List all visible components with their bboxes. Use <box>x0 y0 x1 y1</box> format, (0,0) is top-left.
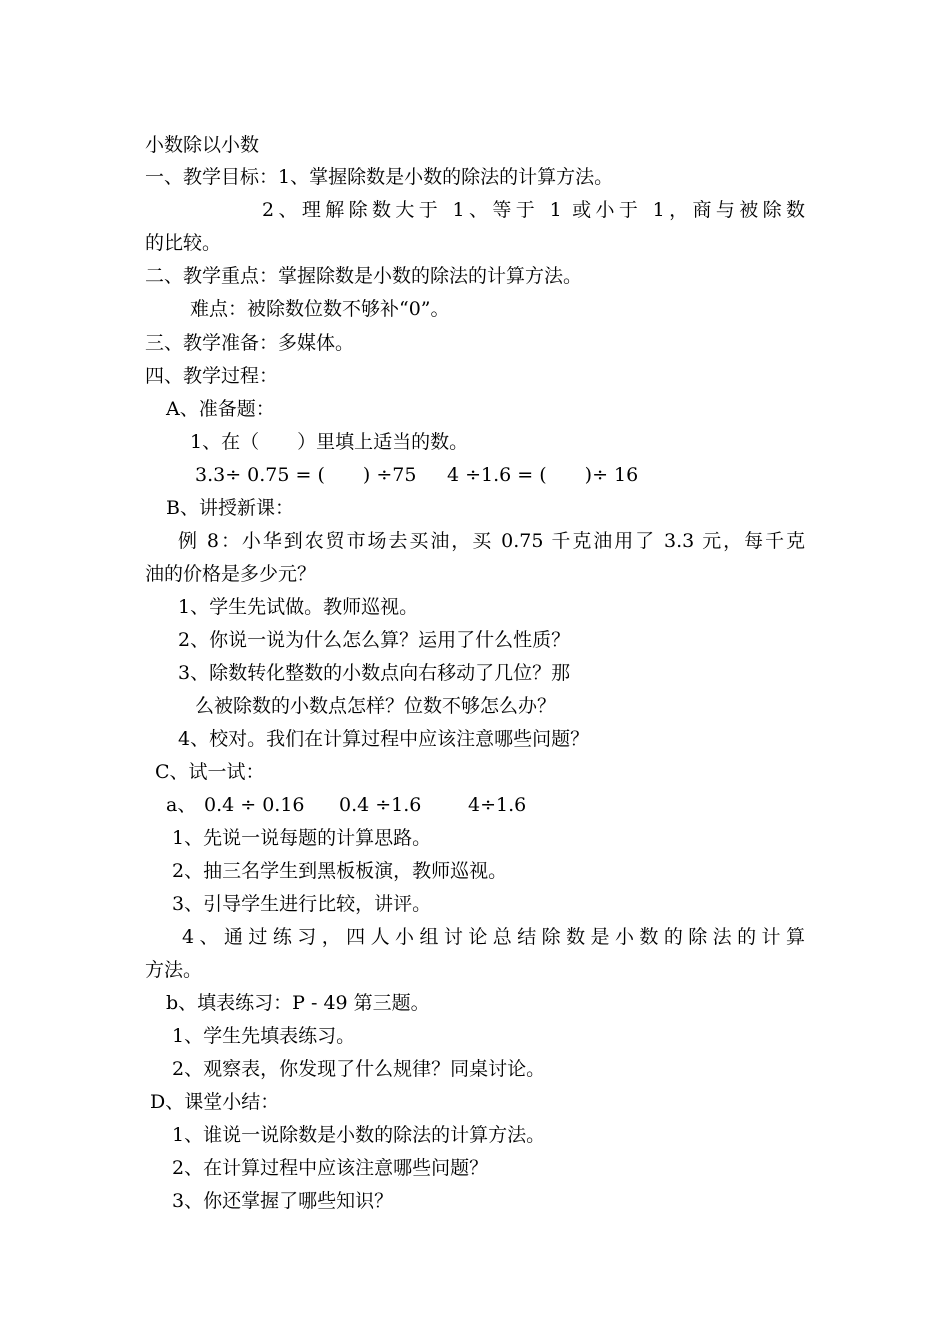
section-b-item-3: 3、除数转化整数的小数点向右移动了几位？那 <box>178 662 571 684</box>
objectives-line-1: 一、教学目标：1、掌握除数是小数的除法的计算方法。 <box>145 166 614 188</box>
document-title: 小数除以小数 <box>145 134 260 156</box>
section-a-equation-2: 4 ÷1.6 = ( )÷ 16 <box>447 464 639 486</box>
section-b-item-1: 1、学生先试做。教师巡视。 <box>178 596 419 618</box>
example-8-line-1: 例 8：小华到农贸市场去买油，买 0.75 千克油用了 3.3 元，每千克 <box>178 530 805 552</box>
section-b-item-3-cont: 么被除数的小数点怎样？位数不够怎么办？ <box>195 695 557 717</box>
section-c-item-4: 4、通过练习，四人小组讨论总结除数是小数的除法的计算 <box>182 926 805 948</box>
section-b-heading: B、讲授新课： <box>166 497 294 519</box>
objectives-line-2-cont: 的比较。 <box>145 232 222 254</box>
teaching-difficulty: 难点：被除数位数不够补“0”。 <box>190 298 450 320</box>
section-c-heading: C、试一试： <box>155 761 265 783</box>
section-d-item-3: 3、你还掌握了哪些知识？ <box>172 1190 394 1212</box>
section-c-a-problem-3: 4÷1.6 <box>468 794 527 816</box>
section-c-item-1: 1、先说一说每题的计算思路。 <box>172 827 432 849</box>
section-c-b-heading: b、填表练习：P - 49 第三题。 <box>166 992 430 1014</box>
teaching-process-heading: 四、教学过程： <box>145 365 279 387</box>
section-a-equation-1: 3.3÷ 0.75 = ( ) ÷75 <box>195 464 417 486</box>
section-c-b-item-1: 1、学生先填表练习。 <box>172 1025 356 1047</box>
teaching-preparation: 三、教学准备：多媒体。 <box>145 332 355 354</box>
section-c-item-2: 2、抽三名学生到黑板板演，教师巡视。 <box>172 860 508 882</box>
objectives-line-2: 2、理解除数大于 1、等于 1 或小于 1，商与被除数 <box>262 199 805 221</box>
section-c-a-label: a、 <box>166 794 197 816</box>
section-b-item-2: 2、你说一说为什么怎么算？运用了什么性质？ <box>178 629 571 651</box>
section-c-a-problem-2: 0.4 ÷1.6 <box>339 794 422 816</box>
section-d-heading: D、课堂小结： <box>150 1091 280 1113</box>
section-a-item-1: 1、在（ ）里填上适当的数。 <box>190 431 469 453</box>
teaching-focus: 二、教学重点：掌握除数是小数的除法的计算方法。 <box>145 265 583 287</box>
section-c-a-problem-1: 0.4 ÷ 0.16 <box>204 794 305 816</box>
section-c-item-3: 3、引导学生进行比较，讲评。 <box>172 893 432 915</box>
section-c-item-4-cont: 方法。 <box>145 959 203 981</box>
section-d-item-1: 1、谁说一说除数是小数的除法的计算方法。 <box>172 1124 546 1146</box>
section-c-b-item-2: 2、观察表，你发现了什么规律？同桌讨论。 <box>172 1058 546 1080</box>
example-8-line-2: 油的价格是多少元？ <box>145 563 317 585</box>
section-a-heading: A、准备题： <box>166 398 275 420</box>
section-b-item-4: 4、校对。我们在计算过程中应该注意哪些问题？ <box>178 728 590 750</box>
section-d-item-2: 2、在计算过程中应该注意哪些问题？ <box>172 1157 489 1179</box>
